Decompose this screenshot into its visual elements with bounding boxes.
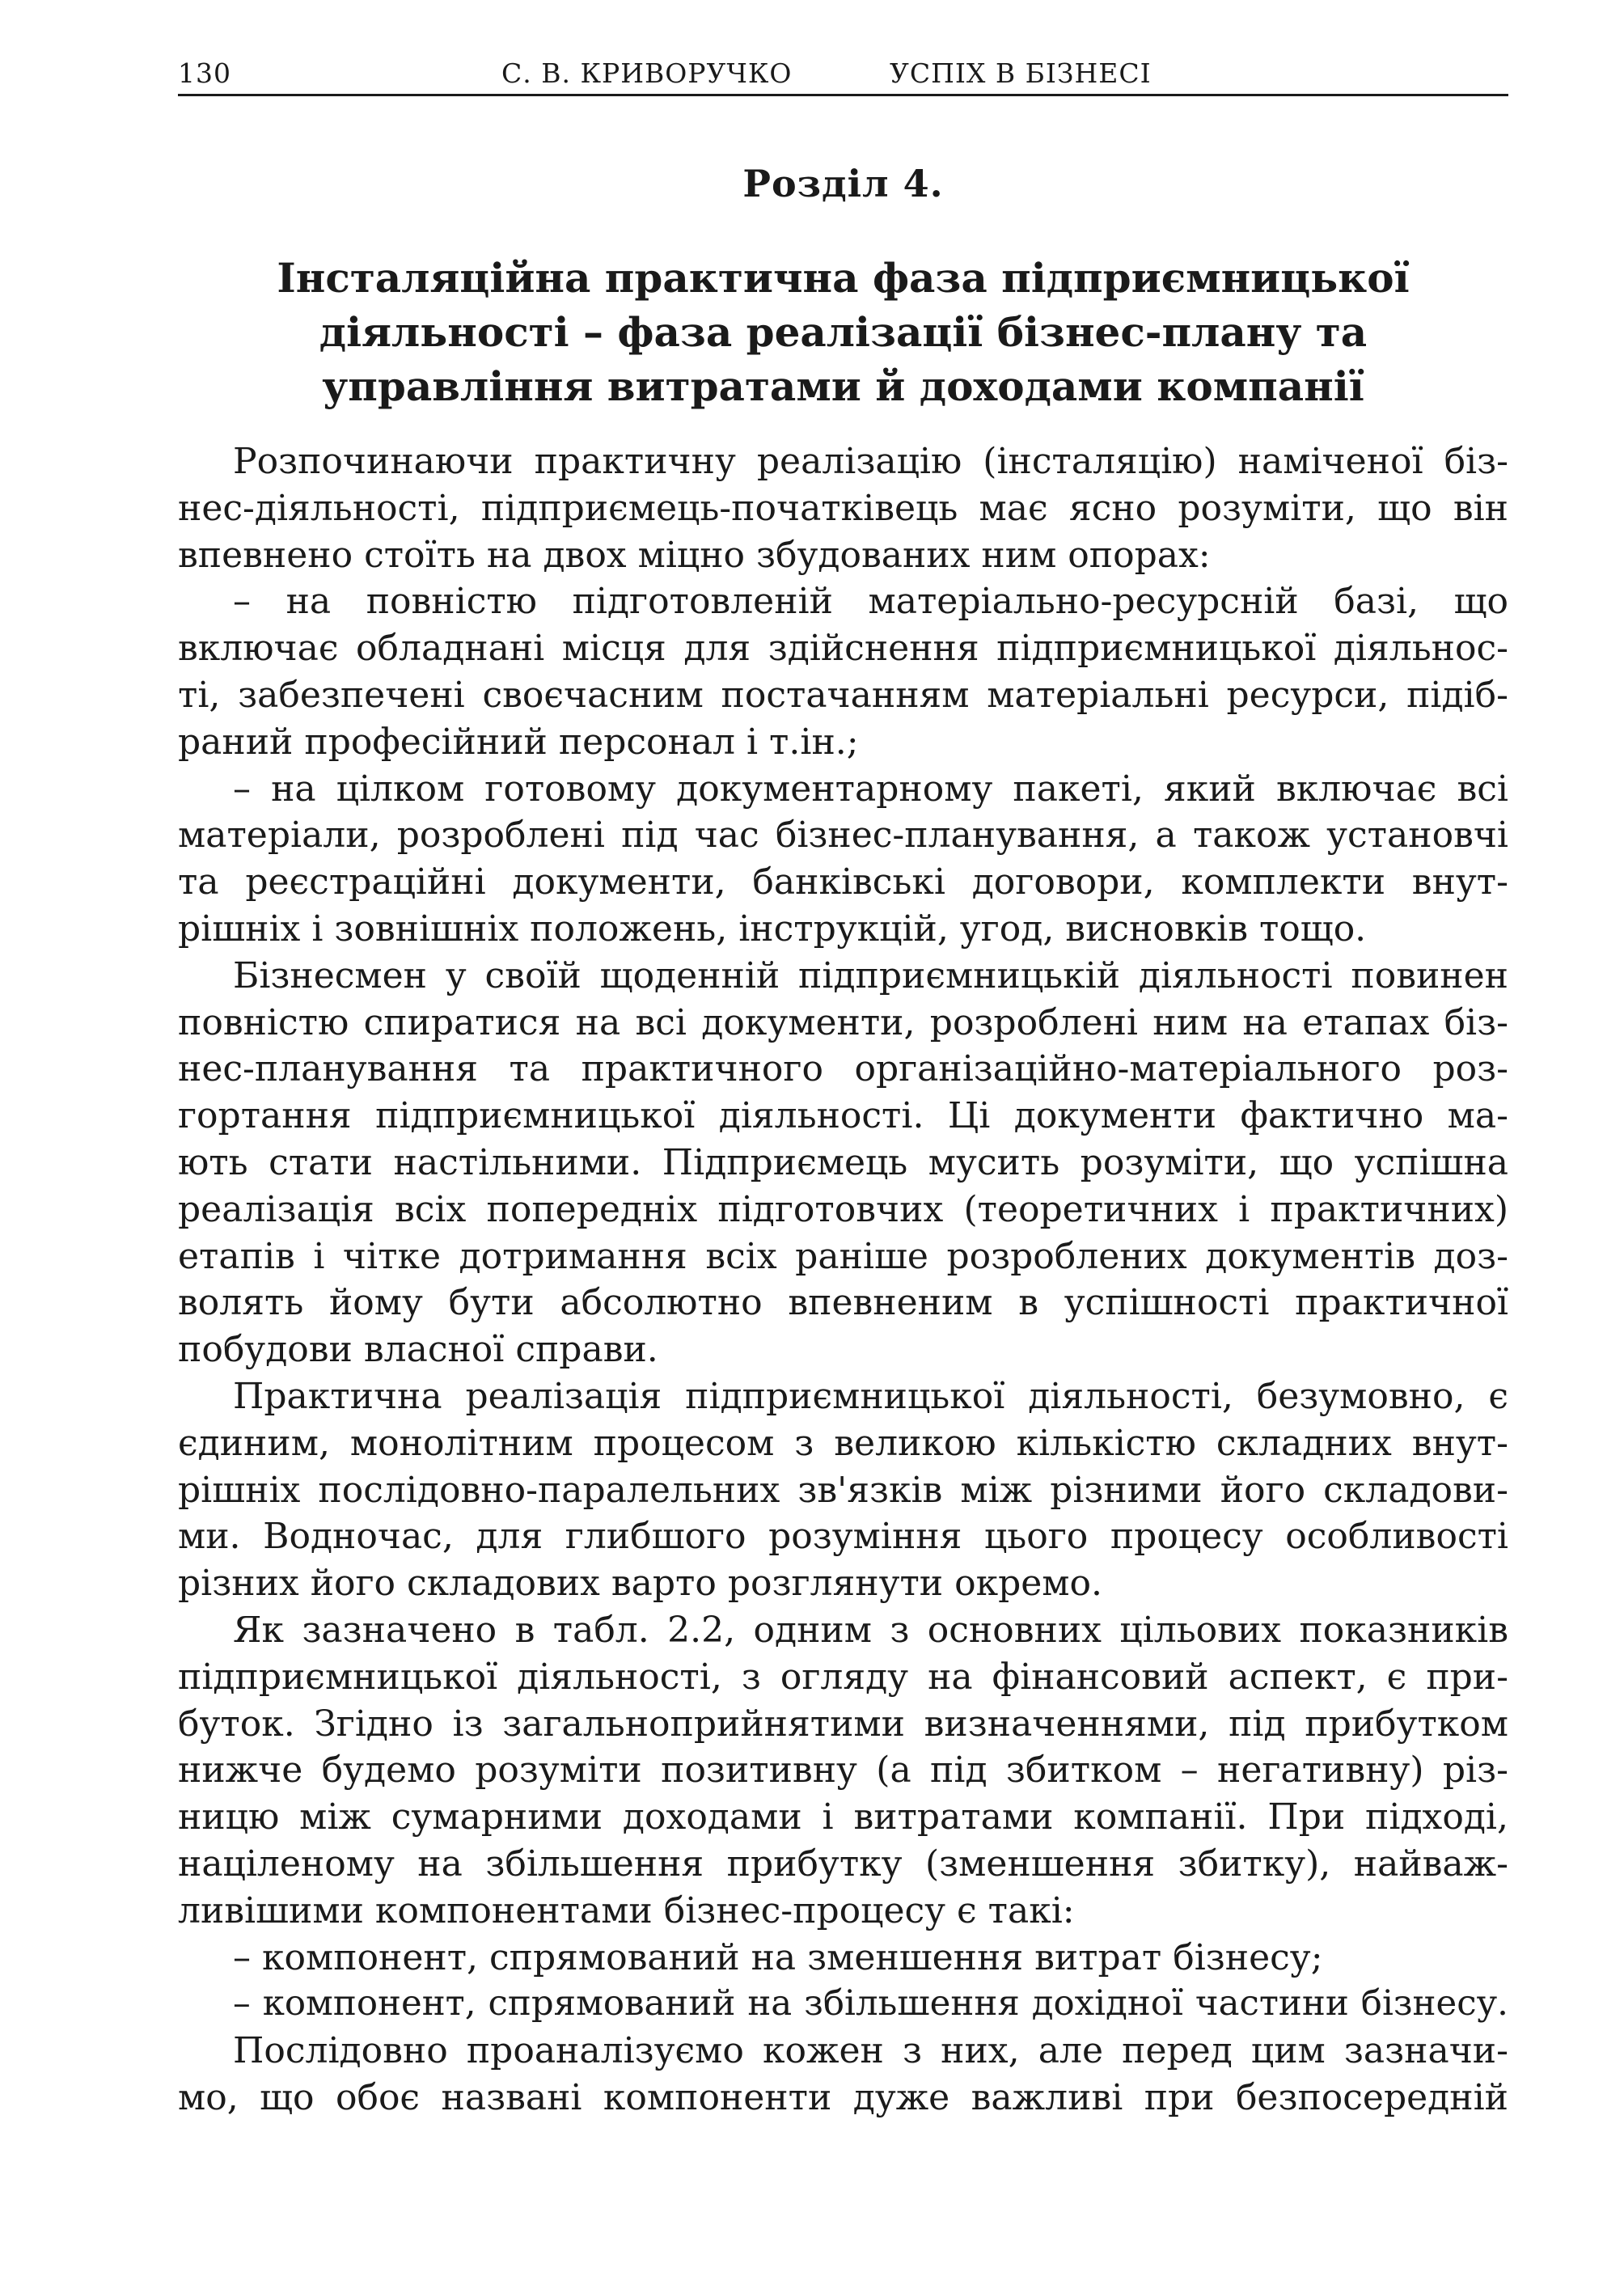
text-line: включає обладнані місця для здійснення підприємницької діяльнос- — [178, 628, 1508, 670]
text-line: єдиним, монолітним процесом з великою кількістю складних внут- — [178, 1422, 1508, 1464]
text-line: рішніх послідовно-паралельних зв'язків між різними його складови- — [178, 1469, 1508, 1511]
chapter-number: Розділ 4. — [742, 162, 944, 205]
text-line: повністю спиратися на всі документи, розроблені ним на етапах біз- — [178, 1001, 1508, 1043]
text-line: буток. Згідно із загальноприйнятими визначеннями, під прибутком — [178, 1703, 1508, 1745]
text-line: – на повністю підготовленій матеріально-ресурсній базі, що — [233, 581, 1508, 623]
text-line: етапів і чітке дотримання всіх раніше розроблених документів доз- — [178, 1235, 1508, 1277]
text-line: нес-діяльності, підприємець-початківець має ясно розуміти, що він — [178, 487, 1508, 529]
chapter-title-line: управління витратами й доходами компанії — [322, 362, 1364, 410]
text-line: нес-планування та практичного організаційно-матеріального роз- — [178, 1048, 1508, 1090]
text-line: Бізнесмен у своїй щоденній підприємницькій діяльності повинен — [233, 954, 1508, 996]
header-author: С. В. КРИВОРУЧКО — [501, 57, 793, 89]
text-line: різних його складових варто розглянути окремо. — [178, 1563, 1103, 1605]
text-line: ливішими компонентами бізнес-процесу є такі: — [178, 1889, 1075, 1931]
text-line: побудови власної справи. — [178, 1329, 658, 1371]
text-line: матеріали, розроблені під час бізнес-планування, а також установчі — [178, 814, 1508, 857]
chapter-title — [178, 251, 1508, 413]
text-line: волять йому бути абсолютно впевненим в успішності практичної — [178, 1282, 1508, 1324]
header-book-title: УСПІХ В БІЗНЕСІ — [890, 57, 1152, 89]
text-line: впевнено стоїть на двох міцно збудованих ним опорах: — [178, 534, 1211, 576]
text-line: ті, забезпечені своєчасним постачанням матеріальні ресурси, підіб- — [178, 674, 1508, 716]
text-line: Як зазначено в табл. 2.2, одним з основних цільових показників — [233, 1609, 1508, 1651]
text-line: раний професійний персонал і т.ін.; — [178, 721, 859, 763]
chapter-title-line: діяльності – фаза реалізації бізнес-плану та — [319, 308, 1368, 356]
text-line: мо, що обоє названі компоненти дуже важливі при безпосередній — [178, 2076, 1508, 2118]
text-line: підприємницької діяльності, з огляду на фінансовий аспект, є при- — [178, 1656, 1508, 1698]
running-header — [178, 50, 1508, 96]
text-line: нижче будемо розуміти позитивну (а під збитком – негативну) різ- — [178, 1749, 1508, 1792]
text-line: гортання підприємницької діяльності. Ці документи фактично ма- — [178, 1095, 1508, 1137]
text-line: Практична реалізація підприємницької діяльності, безумовно, є — [233, 1375, 1508, 1417]
text-line: та реєстраційні документи, банківські договори, комплекти внут- — [178, 861, 1508, 903]
chapter-title-line: Інсталяційна практична фаза підприємницької — [277, 254, 1410, 302]
text-line: ницю між сумарними доходами і витратами компанії. При підході, — [178, 1796, 1508, 1838]
text-line: – компонент, спрямований на зменшення витрат бізнесу; — [233, 1936, 1323, 1978]
text-line: Розпочинаючи практичну реалізацію (інсталяцію) наміченої біз- — [233, 441, 1508, 482]
text-line: ють стати настільними. Підприємець мусить розуміти, що успішна — [178, 1141, 1508, 1183]
text-line: націленому на збільшення прибутку (зменшення збитку), найваж- — [178, 1842, 1508, 1885]
text-line: реалізація всіх попередніх підготовчих (теоретичних і практичних) — [178, 1188, 1508, 1230]
text-line: – компонент, спрямований на збільшення дохідної частини бізнесу. — [233, 1983, 1508, 2024]
text-line: рішніх і зовнішніх положень, інструкцій, угод, висновків тощо. — [178, 907, 1367, 950]
body-text — [178, 438, 1508, 2122]
text-line: ми. Водночас, для глибшого розуміння цього процесу особливості — [178, 1516, 1508, 1558]
page-number: 130 — [178, 57, 231, 89]
text-line: – на цілком готовому документарному пакеті, який включає всі — [233, 768, 1508, 810]
text-line: Послідовно проаналізуємо кожен з них, але перед цим зазначи- — [233, 2030, 1508, 2072]
